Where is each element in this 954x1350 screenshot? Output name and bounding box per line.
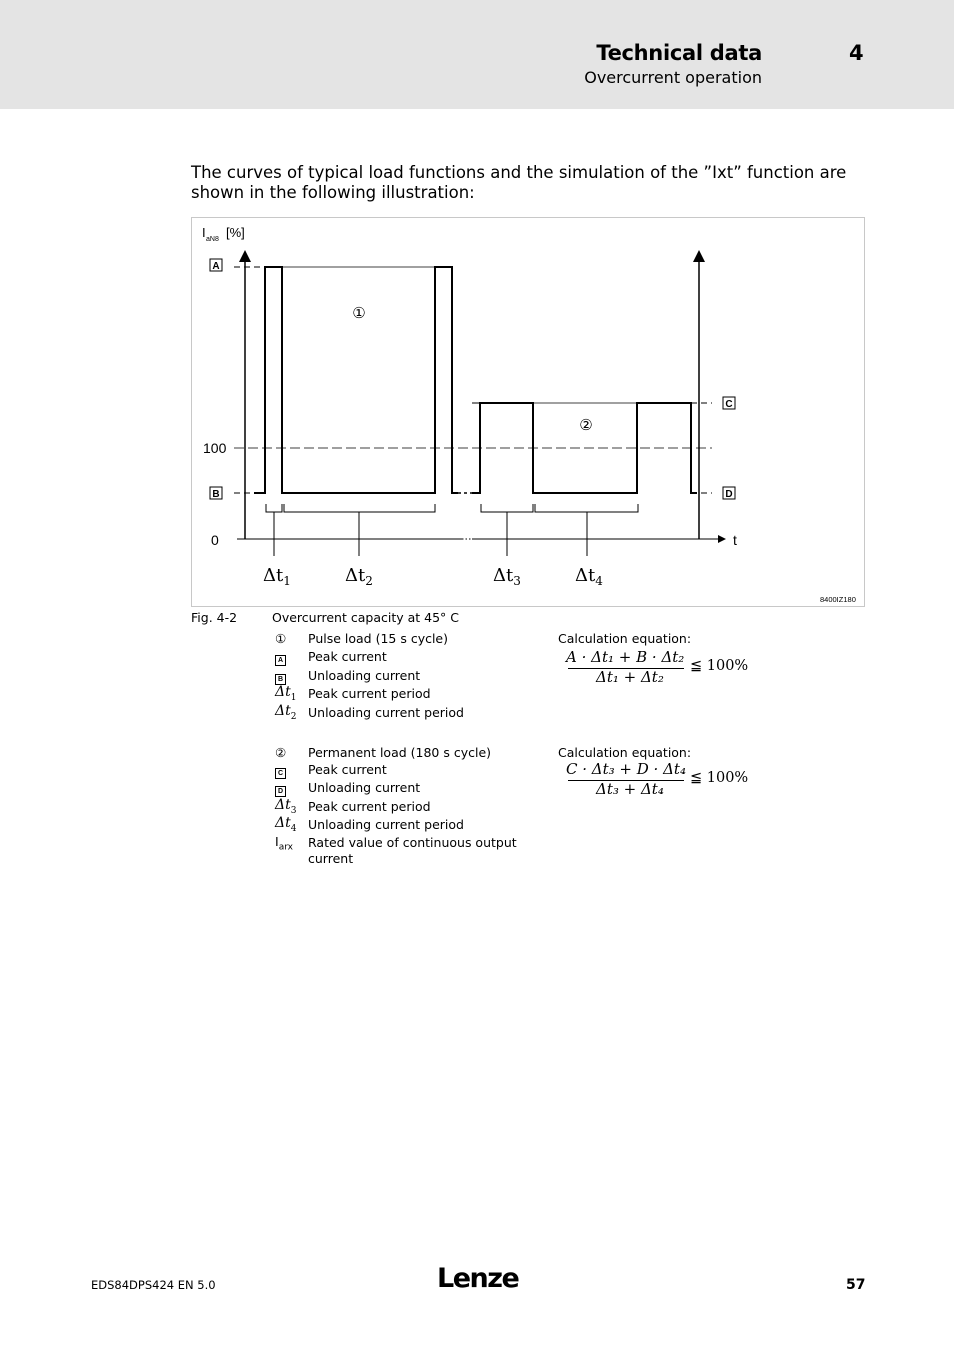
marker-2: ② bbox=[579, 416, 593, 434]
x-axis-label: t bbox=[733, 532, 737, 548]
header-title: Technical data bbox=[596, 41, 762, 65]
bracket-dt4 bbox=[535, 504, 638, 512]
page-number: 57 bbox=[846, 1277, 866, 1293]
footer-doc-id: EDS84DPS424 EN 5.0 bbox=[91, 1278, 216, 1292]
legend-unloading-period-2: Unloading current period bbox=[308, 705, 464, 720]
equation-1-numerator: A · Δt₁ + B · Δt₂ bbox=[566, 648, 685, 666]
legend-c-symbol: C bbox=[275, 763, 286, 779]
header-subtitle: Overcurrent operation bbox=[584, 68, 762, 87]
legend-dt4-symbol: $\Delta t_4$ bbox=[275, 815, 297, 834]
legend-dt1-symbol: $\Delta t_1$ bbox=[275, 684, 297, 703]
marker-1: ① bbox=[352, 304, 366, 322]
legend-unloading-current-b: Unloading current bbox=[308, 668, 421, 683]
y-axis-unit: [%] bbox=[226, 225, 245, 240]
delta-t3-label: $\Delta t_3$ bbox=[493, 565, 521, 588]
tick-0: 0 bbox=[211, 532, 219, 548]
legend-rated-value-line2: current bbox=[308, 851, 354, 866]
chapter-number: 4 bbox=[849, 41, 864, 65]
legend-a-symbol: A bbox=[275, 650, 286, 666]
delta-t2-label: $\Delta t_2$ bbox=[345, 565, 373, 588]
y-axis-label-sub: aN8 bbox=[206, 236, 219, 243]
label-b: B bbox=[212, 489, 220, 500]
tick-100: 100 bbox=[203, 440, 227, 456]
figure-box bbox=[191, 217, 865, 607]
legend-pulse-load: Pulse load (15 s cycle) bbox=[308, 631, 449, 646]
figure-code: 8400IZ180 bbox=[820, 595, 856, 604]
legend-peak-current-a: Peak current bbox=[308, 649, 387, 664]
legend-marker-2: ② bbox=[275, 745, 287, 760]
label-d: D bbox=[725, 489, 733, 500]
bracket-dt1 bbox=[266, 504, 282, 512]
y-axis-label: I bbox=[202, 225, 206, 240]
calc-label-2: Calculation equation: bbox=[558, 745, 692, 760]
legend-peak-period-3: Peak current period bbox=[308, 799, 431, 814]
pulse-load-curve bbox=[254, 267, 458, 493]
legend-iarx-symbol: $I_{arx}$ bbox=[275, 834, 293, 853]
delta-t1-label: $\Delta t_1$ bbox=[263, 565, 291, 588]
equation-1-denominator: Δt₁ + Δt₂ bbox=[596, 668, 664, 686]
lenze-logo: Lenze bbox=[437, 1263, 519, 1294]
equation-2-denominator: Δt₃ + Δt₄ bbox=[596, 780, 664, 798]
calc-label-1: Calculation equation: bbox=[558, 631, 692, 646]
legend-peak-period-1: Peak current period bbox=[308, 686, 431, 701]
legend-permanent-load: Permanent load (180 s cycle) bbox=[308, 745, 492, 760]
delta-t4-label: $\Delta t_4$ bbox=[575, 565, 603, 588]
legend-unloading-current-d: Unloading current bbox=[308, 780, 421, 795]
bracket-dt3 bbox=[481, 504, 533, 512]
bracket-dt2 bbox=[284, 504, 435, 512]
legend-dt2-symbol: $\Delta t_2$ bbox=[275, 703, 297, 722]
legend-marker-1: ① bbox=[275, 631, 287, 646]
legend-unloading-period-4: Unloading current period bbox=[308, 817, 464, 832]
intro-paragraph: The curves of typical load functions and the simulation of the ”Ixt” function are shown in the following illustration: bbox=[191, 163, 847, 202]
equation-2-relation: ≦ 100% bbox=[690, 770, 749, 786]
equation-2-numerator: C · Δt₃ + D · Δt₄ bbox=[566, 760, 686, 778]
legend-b-symbol: B bbox=[275, 669, 286, 685]
overcurrent-diagram bbox=[192, 218, 864, 606]
legend-dt3-symbol: $\Delta t_3$ bbox=[275, 797, 297, 816]
page-header bbox=[0, 0, 954, 109]
legend-peak-current-c: Peak current bbox=[308, 762, 387, 777]
legend-d-symbol: D bbox=[275, 781, 286, 797]
figure-caption-text: Overcurrent capacity at 45° C bbox=[272, 610, 459, 625]
figure-caption-label: Fig. 4-2 bbox=[191, 610, 238, 625]
legend-rated-value-line1: Rated value of continuous output bbox=[308, 835, 517, 850]
label-c: C bbox=[725, 399, 733, 410]
equation-1-relation: ≦ 100% bbox=[690, 658, 749, 674]
label-a: A bbox=[212, 261, 220, 272]
